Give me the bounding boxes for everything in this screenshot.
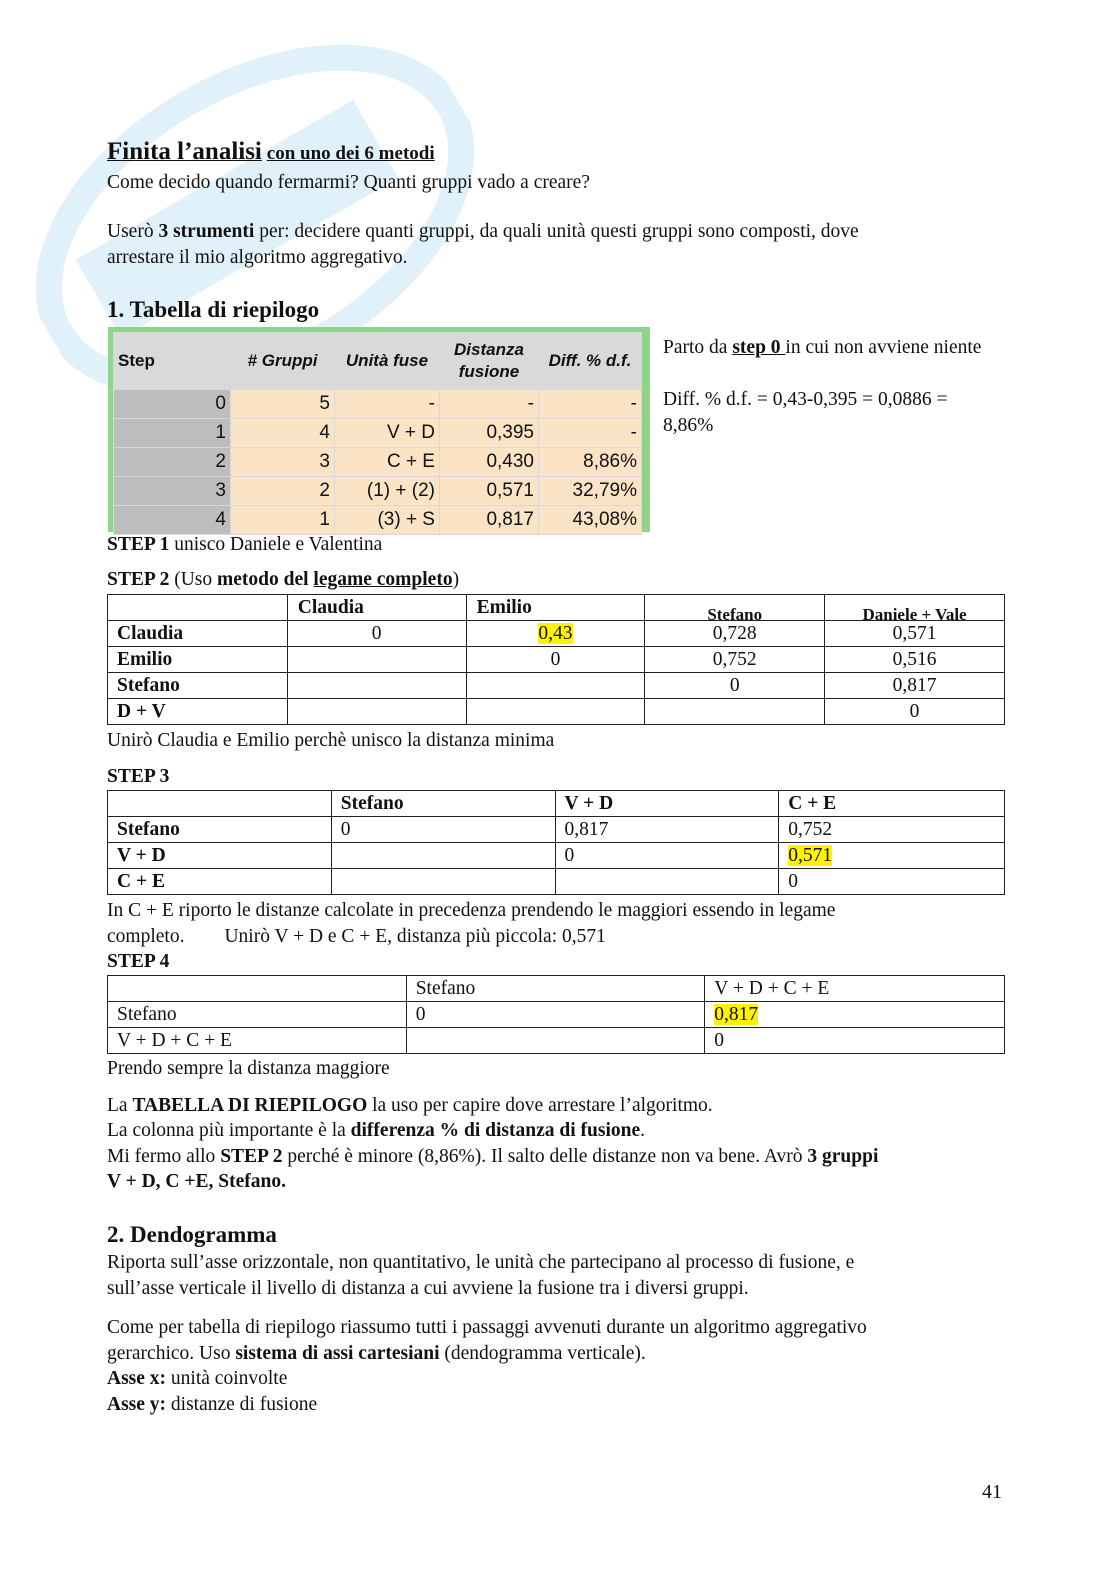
dendro-p1-line2: sull’asse verticale il livello di distanza a cui avviene la fusione tra i diversi gruppi. [107, 1278, 749, 1299]
step3-distance-table [107, 790, 1005, 895]
page-heading: Finita l’analisi con uno dei 6 metodi [107, 138, 435, 165]
table-row: D + V 0 [108, 699, 1005, 725]
conclusion-line3: Mi fermo allo STEP 2 perché è minore (8,86%). Il salto delle distanze non va bene. Avrò 3 gruppi [107, 1146, 879, 1167]
table-row: 1 4 V + D 0,395 - [114, 419, 642, 448]
col-diff: Diff. % d.f. [539, 333, 642, 390]
table-row: V + D + C + E 0 [108, 1028, 1005, 1054]
table-row: Stefano 0 0,817 [108, 1002, 1005, 1028]
table-header-row: Stefano V + D + C + E [108, 976, 1005, 1002]
table-row: V + D 0 0,571 [108, 843, 1005, 869]
step4-after: Prendo sempre la distanza maggiore [107, 1058, 390, 1079]
dendro-p1-line1: Riporta sull’asse orizzontale, non quantitativo, le unità che partecipano al processo di fusione, e [107, 1252, 855, 1273]
highlighted-min-distance: 0,571 [788, 844, 833, 866]
conclusion-line4: V + D, C +E, Stefano. [107, 1171, 286, 1192]
col-step: Step [114, 333, 231, 390]
dendro-x-axis: Asse x: unità coinvolte [107, 1368, 288, 1389]
table-row: 3 2 (1) + (2) 0,571 32,79% [114, 477, 642, 506]
step4-distance-table [107, 975, 1005, 1054]
summary-table [108, 327, 650, 532]
dendro-p2-line1: Come per tabella di riepilogo riassumo tutti i passaggi avvenuti durante un algoritmo aggregativo [107, 1317, 867, 1338]
table-row: Emilio 0 0,752 0,516 [108, 647, 1005, 673]
step1-text: STEP 1 unisco Daniele e Valentina [107, 534, 383, 555]
table-row: Stefano 0 0,817 [108, 673, 1005, 699]
table-row: C + E 0 [108, 869, 1005, 895]
tools-paragraph: Userò 3 strumenti per: decidere quanti gruppi, da quali unità questi gruppi sono composti, dove [107, 221, 859, 242]
side-note-calc: Diff. % d.f. = 0,43-0,395 = 0,0886 = 8,86% [663, 389, 948, 436]
step2-title: STEP 2 (Uso metodo del legame completo) [107, 569, 460, 590]
table-row: 4 1 (3) + S 0,817 43,08% [114, 506, 642, 535]
table-row: Stefano 0 0,817 0,752 [108, 817, 1005, 843]
table-row: 2 3 C + E 0,430 8,86% [114, 448, 642, 477]
table-row: 0 5 - - - [114, 390, 642, 419]
conclusion-line2: La colonna più importante è la differenza % di distanza di fusione. [107, 1120, 645, 1141]
side-note: Parto da step 0 in cui non avviene niente [663, 337, 982, 358]
dendro-y-axis: Asse y: distanze di fusione [107, 1394, 318, 1415]
step3-after-line1: In C + E riporto le distanze calcolate in precedenza prendendo le maggiori essendo in legame [107, 900, 836, 921]
dendro-p2-line2: gerarchico. Uso sistema di assi cartesiani (dendogramma verticale). [107, 1343, 646, 1364]
step2-distance-table [107, 594, 1005, 725]
table-row: Claudia 0 0,43 0,728 0,571 [108, 621, 1005, 647]
table-header-row: Stefano V + D C + E [108, 791, 1005, 817]
step3-title: STEP 3 [107, 766, 170, 787]
section2-title: 2. Dendogramma [107, 1222, 277, 1247]
col-distanza: Distanza fusione [440, 333, 539, 390]
step2-after: Unirò Claudia e Emilio perchè unisco la distanza minima [107, 730, 555, 751]
highlighted-distance: 0,817 [714, 1003, 759, 1025]
tools-paragraph-line2: arrestare il mio algoritmo aggregativo. [107, 247, 408, 268]
page-number: 41 [982, 1481, 1002, 1503]
col-gruppi: # Gruppi [231, 333, 335, 390]
col-unita: Unità fuse [335, 333, 440, 390]
step4-title: STEP 4 [107, 951, 170, 972]
step3-after-line2: completo. Unirò V + D e C + E, distanza più piccola: 0,571 [107, 926, 606, 947]
intro-question: Come decido quando fermarmi? Quanti gruppi vado a creare? [107, 172, 590, 193]
section1-title: 1. Tabella di riepilogo [107, 297, 320, 322]
conclusion-line1: La TABELLA DI RIEPILOGO la uso per capire dove arrestare l’algoritmo. [107, 1095, 713, 1116]
highlighted-min-distance: 0,43 [538, 622, 573, 644]
table-header-row: Claudia Emilio Stefano Daniele + Vale [108, 595, 1005, 621]
